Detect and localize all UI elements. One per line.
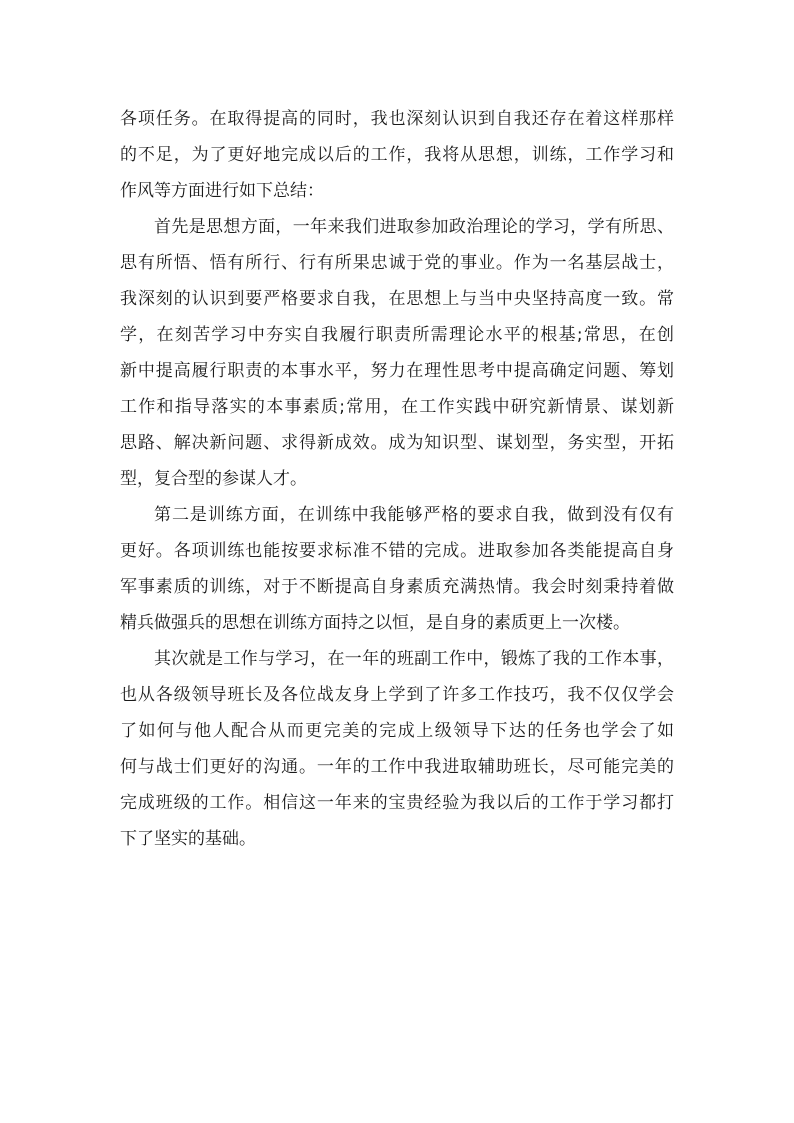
text-line: 作风等方面进行如下总结： bbox=[120, 181, 324, 201]
text-line: 我深刻的认识到要严格要求自我，在思想上与当中央坚持高度一致。常 bbox=[120, 289, 674, 309]
text-line: 的不足，为了更好地完成以后的工作，我将从思想，训练，工作学习和 bbox=[120, 145, 674, 165]
paragraph-thought bbox=[120, 209, 674, 497]
paragraph-intro bbox=[120, 101, 674, 209]
text-line: 思路、解决新问题、求得新成效。成为知识型、谋划型，务实型，开拓 bbox=[120, 433, 674, 453]
text-line: 了如何与他人配合从而更完美的完成上级领导下达的任务也学会了如 bbox=[120, 721, 674, 741]
text-line: 型，复合型的参谋人才。 bbox=[120, 469, 307, 489]
text-line: 首先是思想方面，一年来我们进取参加政治理论的学习，学有所思、 bbox=[154, 217, 674, 237]
text-line: 思有所悟、悟有所行、行有所果忠诚于党的事业。作为一名基层战士， bbox=[120, 253, 674, 273]
text-line: 军事素质的训练，对于不断提高自身素质充满热情。我会时刻秉持着做 bbox=[120, 577, 674, 597]
text-line: 第二是训练方面，在训练中我能够严格的要求自我，做到没有仅有 bbox=[154, 505, 674, 525]
text-line: 其次就是工作与学习，在一年的班副工作中，锻炼了我的工作本事， bbox=[154, 649, 674, 669]
text-line: 更好。各项训练也能按要求标准不错的完成。进取参加各类能提高自身 bbox=[120, 541, 674, 561]
text-line: 工作和指导落实的本事素质;常用，在工作实践中研究新情景、谋划新 bbox=[120, 397, 674, 417]
text-line: 下了坚实的基础。 bbox=[120, 829, 256, 849]
text-line: 学，在刻苦学习中夯实自我履行职责所需理论水平的根基;常思，在创 bbox=[120, 325, 674, 345]
paragraph-training bbox=[120, 497, 674, 641]
text-line: 完成班级的工作。相信这一年来的宝贵经验为我以后的工作于学习都打 bbox=[120, 793, 674, 813]
document-body bbox=[120, 101, 674, 857]
paragraph-work-study bbox=[120, 641, 674, 857]
text-line: 各项任务。在取得提高的同时，我也深刻认识到自我还存在着这样那样 bbox=[120, 109, 674, 129]
text-line: 精兵做强兵的思想在训练方面持之以恒，是自身的素质更上一次楼。 bbox=[120, 613, 630, 633]
text-line: 何与战士们更好的沟通。一年的工作中我进取辅助班长，尽可能完美的 bbox=[120, 757, 674, 777]
text-line: 新中提高履行职责的本事水平，努力在理性思考中提高确定问题、筹划 bbox=[120, 361, 674, 381]
text-line: 也从各级领导班长及各位战友身上学到了许多工作技巧，我不仅仅学会 bbox=[120, 685, 674, 705]
